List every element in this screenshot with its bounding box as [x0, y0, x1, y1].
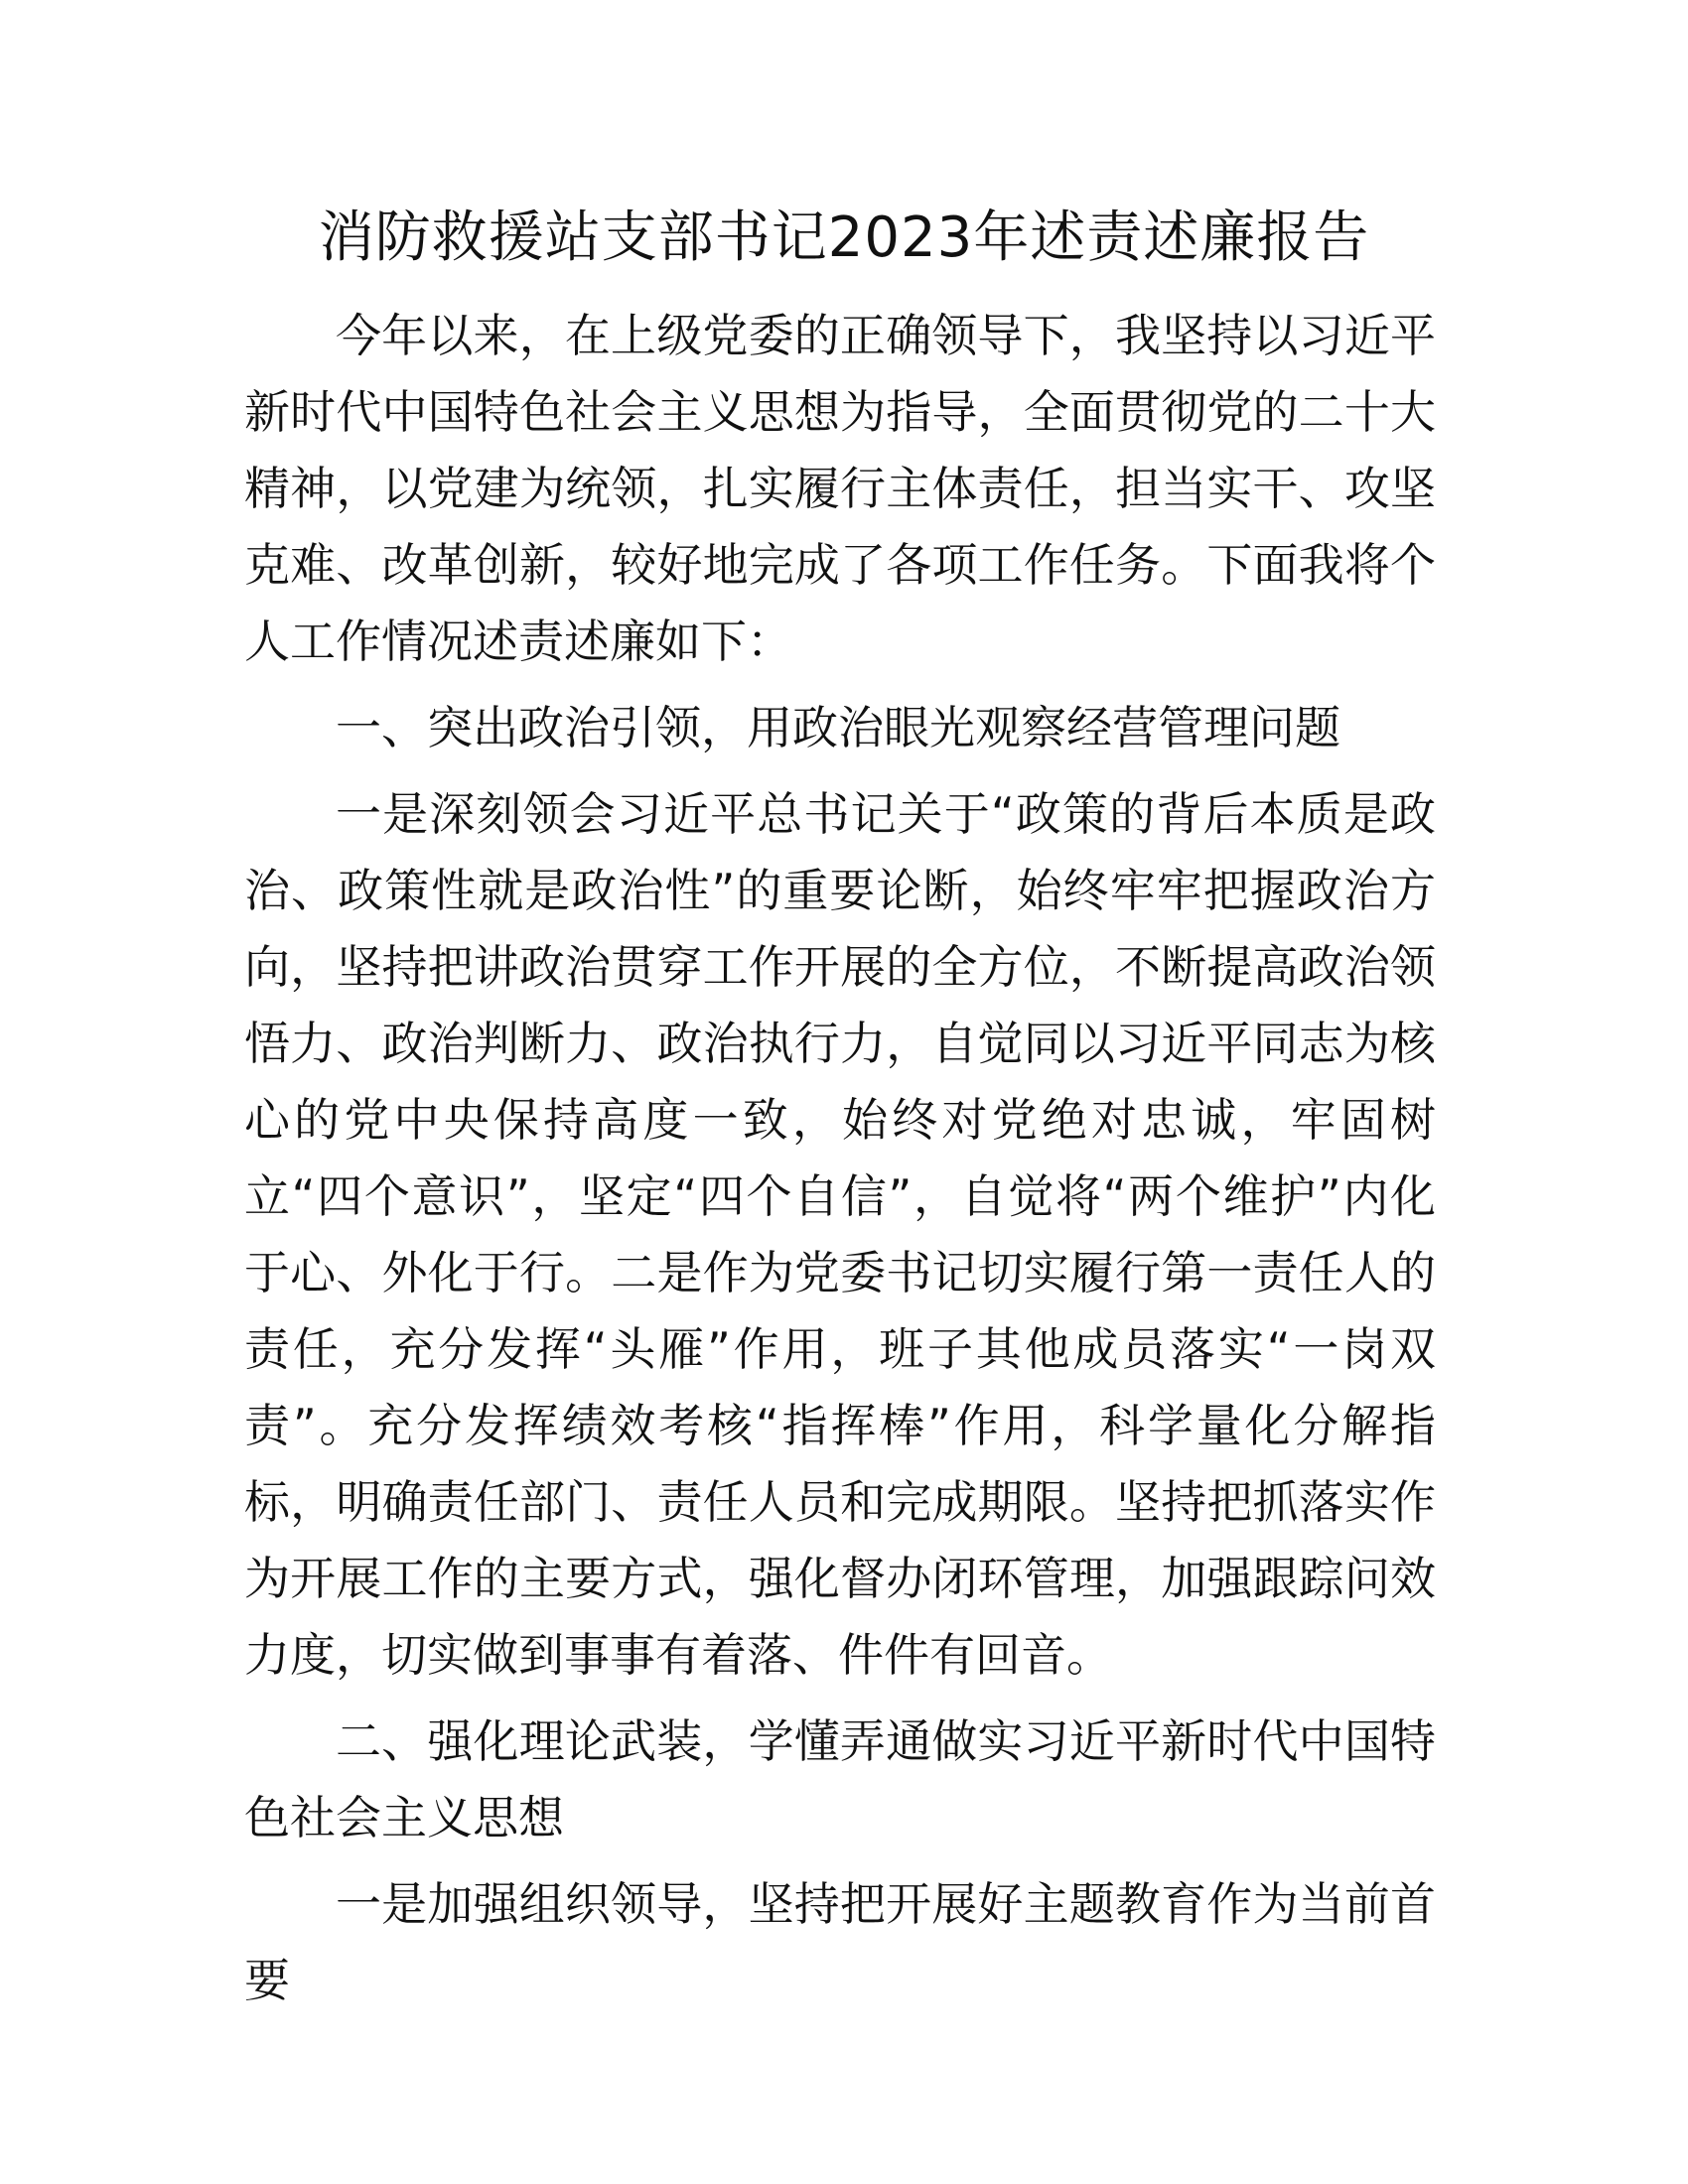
document-title: 消防救援站支部书记2023年述责述廉报告: [318, 205, 1370, 270]
document-body: [244, 298, 1436, 2029]
section-1-paragraph: 一是深刻领会习近平总书记关于“政策的背后本质是政治、政策性就是政治性”的重要论断，始终牢牢把握政治方向，坚持把讲政治贯穿工作开展的全方位，不断提高政治领悟力、政治判断力、政治执行力，自觉同以习近平同志为核心的党中央保持高度一致，始终对党绝对忠诚，牢固树立“四个意识”，坚定“四个自信”，自觉将“两个维护”内化于心、外化于行。二是作为党委书记切实履行第一责任人的责任，充分发挥“头雁”作用，班子其他成员落实“一岗双责”。充分发挥绩效考核“指挥棒”作用，科学量化分解指标，明确责任部门、责任人员和完成期限。坚持把抓落实作为开展工作的主要方式，强化督办闭环管理，加强跟踪问效力度，切实做到事事有着落、件件有回音。: [244, 787, 1436, 1682]
intro-paragraph: 今年以来，在上级党委的正确领导下，我坚持以习近平新时代中国特色社会主义思想为指导，全面贯彻党的二十大精神，以党建为统领，扎实履行主体责任，担当实干、攻坚克难、改革创新，较好地完成了各项工作任务。下面我将个人工作情况述责述廉如下：: [244, 309, 1436, 668]
section-2-paragraph: 一是加强组织领导，坚持把开展好主题教育作为当前首要: [244, 1877, 1436, 2007]
section-heading-1: 一、突出政治引领，用政治眼光观察经营管理问题: [336, 701, 1340, 754]
section-heading-2: 二、强化理论武装，学懂弄通做实习近平新时代中国特色社会主义思想: [244, 1714, 1436, 1844]
